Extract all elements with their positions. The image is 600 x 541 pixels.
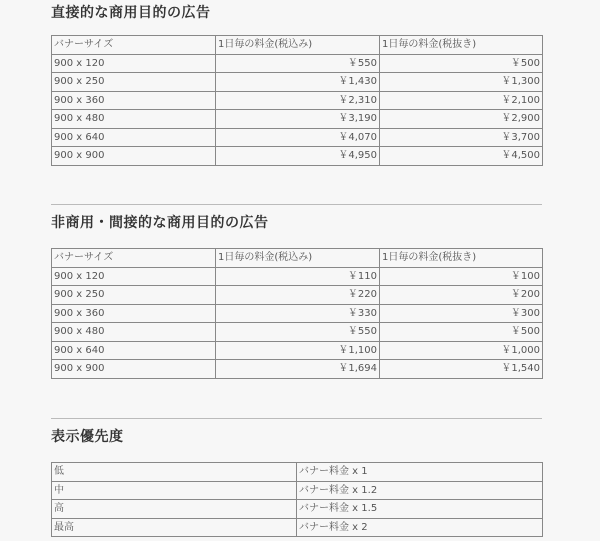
table-row — [52, 110, 543, 129]
table-row — [52, 360, 543, 379]
priority-multiplier: バナー料金 x 1.5 — [297, 500, 543, 519]
noncommercial-price-table — [51, 248, 543, 379]
table-row — [52, 341, 543, 360]
priority-multiplier: バナー料金 x 2 — [297, 518, 543, 537]
price-tax-excl: ￥500 — [380, 54, 543, 73]
banner-size: 900 x 900 — [52, 360, 216, 379]
table-row — [52, 128, 543, 147]
header-banner-size: バナーサイズ — [52, 249, 216, 268]
price-tax-incl: ￥4,070 — [216, 128, 380, 147]
header-banner-size: バナーサイズ — [52, 36, 216, 55]
price-tax-incl: ￥330 — [216, 304, 380, 323]
commercial-section — [51, 4, 542, 22]
noncommercial-title: 非商用・間接的な商用目的の広告 — [51, 215, 269, 231]
price-tax-incl: ￥2,310 — [216, 91, 380, 110]
price-tax-incl: ￥110 — [216, 267, 380, 286]
price-tax-excl: ￥2,100 — [380, 91, 543, 110]
priority-title: 表示優先度 — [51, 429, 124, 445]
banner-size: 900 x 900 — [52, 147, 216, 166]
table-row — [52, 481, 543, 500]
banner-size: 900 x 250 — [52, 73, 216, 92]
banner-size: 900 x 360 — [52, 91, 216, 110]
price-tax-incl: ￥3,190 — [216, 110, 380, 129]
price-tax-incl: ￥1,430 — [216, 73, 380, 92]
priority-level: 高 — [52, 500, 297, 519]
priority-section — [51, 428, 542, 446]
table-row — [52, 518, 543, 537]
price-tax-excl: ￥3,700 — [380, 128, 543, 147]
table-row — [52, 463, 543, 482]
table-row — [52, 286, 543, 305]
table-row — [52, 323, 543, 342]
price-tax-incl: ￥220 — [216, 286, 380, 305]
commercial-price-table — [51, 35, 543, 166]
price-tax-excl: ￥300 — [380, 304, 543, 323]
banner-size: 900 x 120 — [52, 54, 216, 73]
price-tax-incl: ￥1,694 — [216, 360, 380, 379]
priority-multiplier: バナー料金 x 1.2 — [297, 481, 543, 500]
table-row — [52, 267, 543, 286]
table-row — [52, 304, 543, 323]
commercial-table-wrap — [51, 35, 542, 166]
table-row — [52, 500, 543, 519]
price-tax-excl: ￥1,300 — [380, 73, 543, 92]
banner-size: 900 x 360 — [52, 304, 216, 323]
price-tax-excl: ￥4,500 — [380, 147, 543, 166]
section-divider — [51, 418, 542, 419]
banner-size: 900 x 250 — [52, 286, 216, 305]
banner-size: 900 x 640 — [52, 341, 216, 360]
priority-level: 最高 — [52, 518, 297, 537]
price-tax-incl: ￥550 — [216, 54, 380, 73]
commercial-title: 直接的な商用目的の広告 — [51, 5, 211, 21]
priority-table-wrap — [51, 462, 542, 537]
banner-size: 900 x 480 — [52, 110, 216, 129]
banner-size: 900 x 640 — [52, 128, 216, 147]
priority-level: 低 — [52, 463, 297, 482]
table-header-row — [52, 36, 543, 55]
header-price-tax-excl: 1日毎の料金(税抜き) — [380, 36, 543, 55]
banner-size: 900 x 120 — [52, 267, 216, 286]
price-tax-excl: ￥500 — [380, 323, 543, 342]
priority-multiplier: バナー料金 x 1 — [297, 463, 543, 482]
table-header-row — [52, 249, 543, 268]
table-row — [52, 54, 543, 73]
price-tax-excl: ￥200 — [380, 286, 543, 305]
header-price-tax-incl: 1日毎の料金(税込み) — [216, 36, 380, 55]
priority-table — [51, 462, 543, 537]
price-tax-incl: ￥550 — [216, 323, 380, 342]
priority-level: 中 — [52, 481, 297, 500]
section-divider — [51, 204, 542, 205]
noncommercial-table-wrap — [51, 248, 542, 379]
price-tax-excl: ￥1,000 — [380, 341, 543, 360]
noncommercial-section — [51, 214, 542, 232]
header-price-tax-incl: 1日毎の料金(税込み) — [216, 249, 380, 268]
banner-size: 900 x 480 — [52, 323, 216, 342]
price-tax-excl: ￥2,900 — [380, 110, 543, 129]
table-row — [52, 73, 543, 92]
price-tax-incl: ￥4,950 — [216, 147, 380, 166]
price-tax-excl: ￥100 — [380, 267, 543, 286]
table-row — [52, 147, 543, 166]
header-price-tax-excl: 1日毎の料金(税抜き) — [380, 249, 543, 268]
price-tax-excl: ￥1,540 — [380, 360, 543, 379]
table-row — [52, 91, 543, 110]
price-tax-incl: ￥1,100 — [216, 341, 380, 360]
